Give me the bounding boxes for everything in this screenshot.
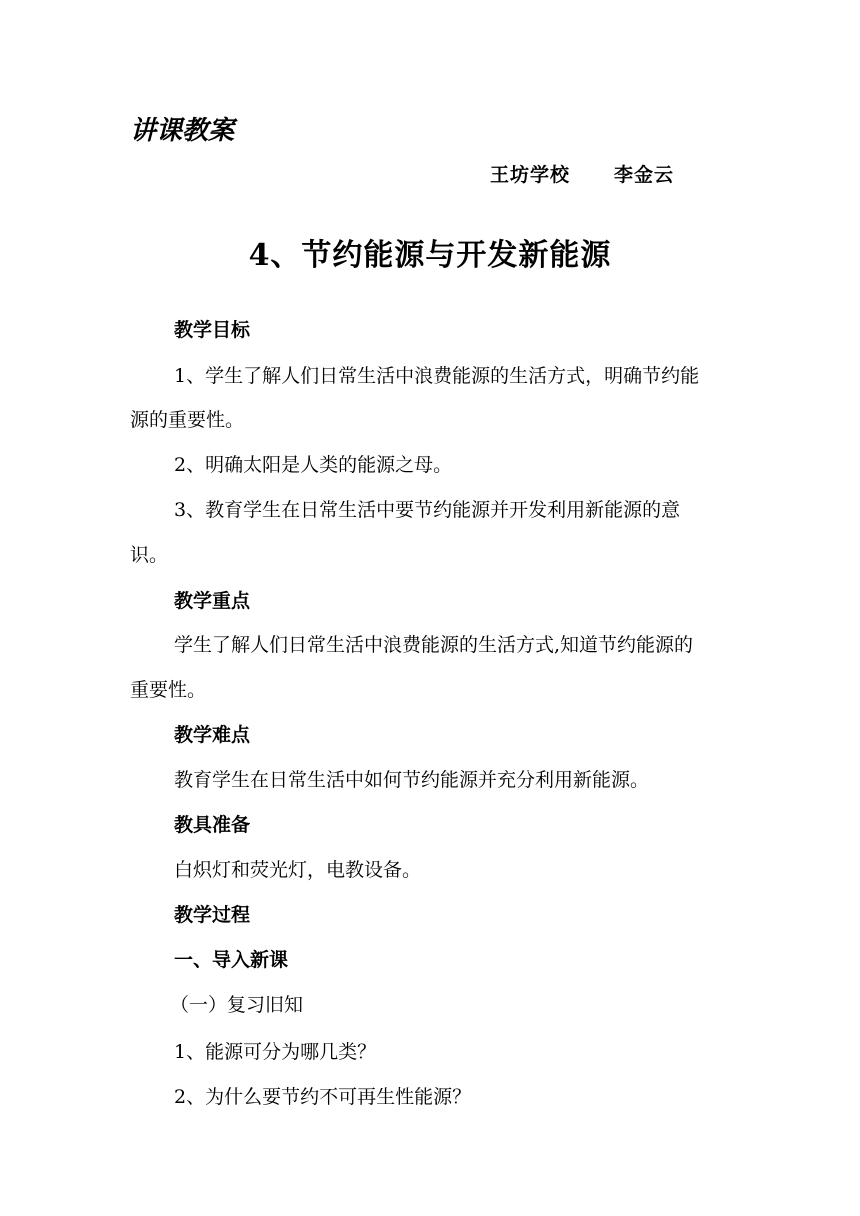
review-question-1: 1、能源可分为哪几类？: [174, 1041, 377, 1063]
objective-1-line-2: 源的重要性。: [130, 409, 245, 431]
key-points-heading: 教学重点: [174, 590, 251, 612]
objective-1-line-1: 1、学生了解人们日常生活中浪费能源的生活方式，明确节约能: [174, 365, 700, 387]
objectives-heading: 教学目标: [174, 319, 251, 341]
author-line: [490, 160, 674, 187]
review-question-2: 2、为什么要节约不可再生性能源？: [174, 1086, 472, 1108]
materials-text: 白炽灯和荧光灯，电教设备。: [174, 859, 422, 881]
objective-3-line-1: 3、教育学生在日常生活中要节约能源并开发利用新能源的意: [174, 499, 681, 521]
difficulties-text: 教育学生在日常生活中如何节约能源并充分利用新能源。: [174, 769, 650, 791]
objective-2: 2、明确太阳是人类的能源之母。: [174, 454, 453, 476]
key-points-line-1: 学生了解人们日常生活中浪费能源的生活方式,知道节约能源的: [174, 634, 694, 656]
difficulties-heading: 教学难点: [174, 724, 251, 746]
process-subsection-1: （一）复习旧知: [170, 994, 304, 1016]
key-points-line-2: 重要性。: [130, 679, 207, 701]
lesson-title: 4、节约能源与开发新能源: [248, 238, 612, 273]
materials-heading: 教具准备: [174, 814, 251, 836]
school-name: 王坊学校: [490, 164, 571, 186]
objective-3-line-2: 识。: [130, 544, 169, 566]
process-heading: 教学过程: [174, 904, 251, 926]
document-type-label: 讲课教案: [130, 116, 235, 146]
process-part-1: 一、导入新课: [174, 949, 289, 971]
teacher-name: 李金云: [614, 164, 675, 186]
